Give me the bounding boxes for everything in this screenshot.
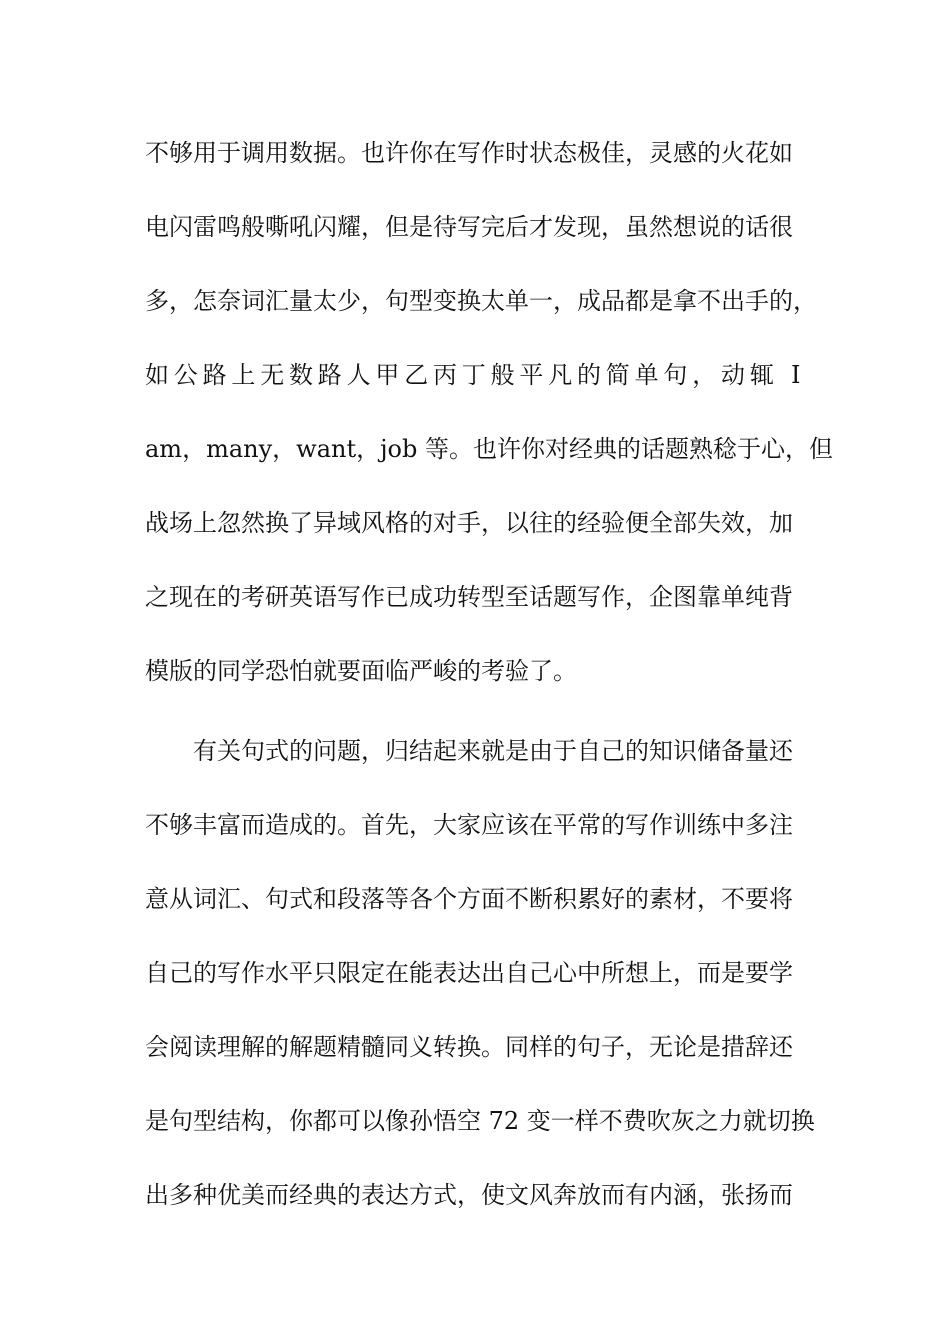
text-line: 电闪雷鸣般嘶吼闪耀，但是待写完后才发现，虽然想说的话很	[145, 213, 793, 241]
text-line: 出多种优美而经典的表达方式，使文风奔放而有内涵，张扬而	[145, 1181, 793, 1209]
text-line: 是句型结构，你都可以像孙悟空 72 变一样不费吹灰之力就切换	[145, 1107, 815, 1135]
text-line: 自己的写作水平只限定在能表达出自己心中所想上，而是要学	[145, 959, 793, 987]
text-line: 会阅读理解的解题精髓同义转换。同样的句子，无论是措辞还	[145, 1033, 793, 1061]
text-line: 战场上忽然换了异域风格的对手，以往的经验便全部失效，加	[145, 509, 793, 537]
text-line: 多，怎奈词汇量太少，句型变换太单一，成品都是拿不出手的，	[145, 287, 817, 315]
text-line: 之现在的考研英语写作已成功转型至话题写作，企图靠单纯背	[145, 583, 793, 611]
text-line: 模版的同学恐怕就要面临严峻的考验了。	[145, 657, 577, 685]
text-line: 不够用于调用数据。也许你在写作时状态极佳，灵感的火花如	[145, 139, 793, 167]
text-line: 意从词汇、句式和段落等各个方面不断积累好的素材，不要将	[145, 885, 793, 913]
text-line: 如公路上无数路人甲乙丙丁般平凡的简单句，动辄 I	[145, 361, 806, 389]
text-line: 有关句式的问题，归结起来就是由于自己的知识储备量还	[193, 737, 793, 765]
text-line: 不够丰富而造成的。首先，大家应该在平常的写作训练中多注	[145, 811, 793, 839]
text-line: am，many，want，job 等。也许你对经典的话题熟稔于心，但	[145, 435, 833, 463]
